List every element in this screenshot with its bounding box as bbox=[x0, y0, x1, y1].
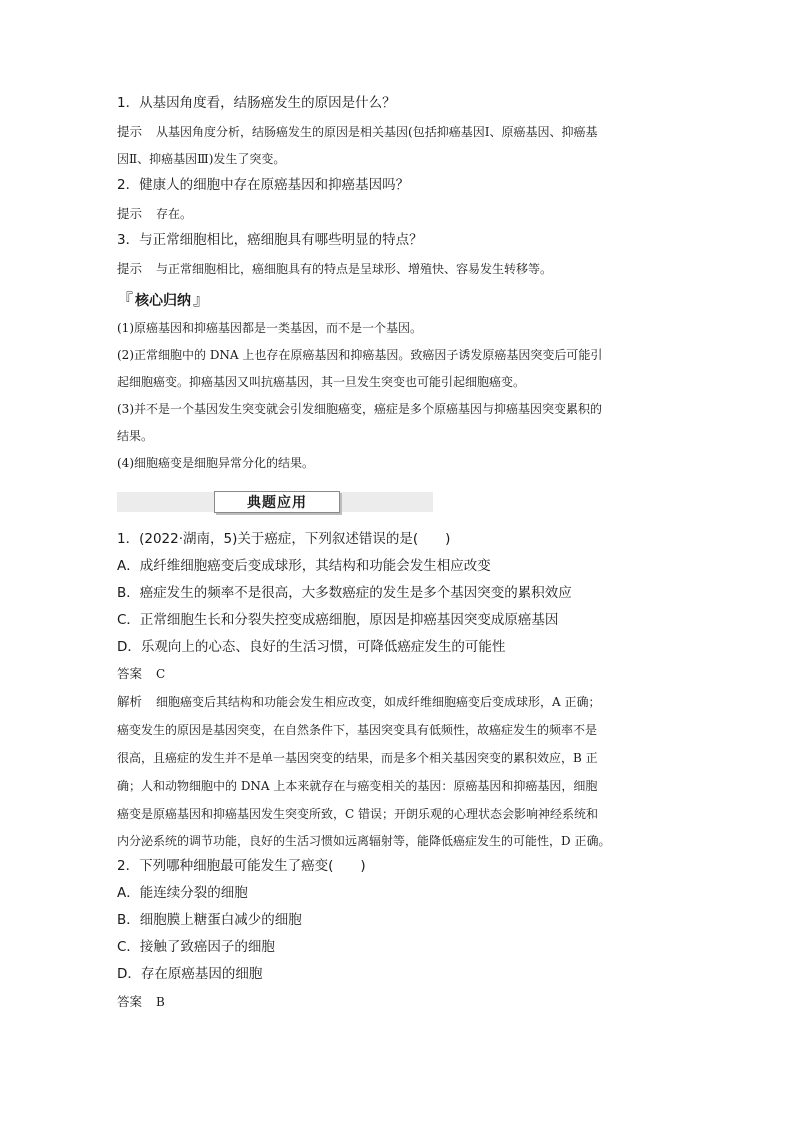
q1-explain-line-5: 癌变是原癌基因和抑癌基因发生突变所致，C 错误；开朗乐观的心理状态会影响神经系统和 bbox=[117, 807, 598, 821]
q2-option-a: A．能连续分裂的细胞 bbox=[117, 885, 248, 901]
core-line-3: 起细胞癌变。抑癌基因又叫抗癌基因，其一旦发生突变也可能引起细胞癌变。 bbox=[117, 375, 526, 389]
q1-explain-line-6: 内分泌系统的调节功能，良好的生活习惯如远离辐射等，能降低癌症发生的可能性，D 正确。 bbox=[117, 834, 611, 848]
q1-option-c: C．正常细胞生长和分裂失控变成癌细胞，原因是抑癌基因突变成原癌基因 bbox=[117, 612, 559, 628]
answer-value: C bbox=[156, 667, 166, 681]
question-1: 1．从基因角度看，结肠癌发生的原因是什么？ bbox=[117, 95, 396, 111]
hint-label: 提示 bbox=[117, 124, 143, 139]
q1-explain-line-4: 确；人和动物细胞中的 DNA 上本来就存在与癌变相关的基因：原癌基因和抑癌基因，细胞 bbox=[117, 779, 598, 793]
core-line-5: 结果。 bbox=[117, 429, 154, 443]
core-line-6: (4)细胞癌变是细胞异常分化的结果。 bbox=[117, 456, 314, 470]
hint-text: 与正常细胞相比，癌细胞具有的特点是呈球形、增殖快、容易发生转移等。 bbox=[156, 262, 553, 276]
section-banner bbox=[117, 492, 433, 512]
answer-label: 答案 bbox=[117, 994, 143, 1009]
core-line-4: (3)并不是一个基因发生突变就会引发细胞癌变，癌症是多个原癌基因与抑癌基因突变累积的 bbox=[117, 402, 603, 416]
corner-bracket-left-icon: 『 bbox=[117, 290, 134, 309]
q1-explain-line-2: 癌变发生的原因是基因突变，在自然条件下，基因突变具有低频性，故癌症发生的频率不是 bbox=[117, 723, 598, 737]
section-title: 典题应用 bbox=[247, 495, 307, 511]
q1-option-a: A．成纤维细胞癌变后变成球形，其结构和功能会发生相应改变 bbox=[117, 558, 491, 574]
hint-1-line-1 bbox=[117, 126, 597, 139]
q2-option-b: B．细胞膜上糖蛋白减少的细胞 bbox=[117, 912, 302, 928]
question-3: 3．与正常细胞相比，癌细胞具有哪些明显的特点？ bbox=[117, 232, 423, 248]
q2-option-d: D．存在原癌基因的细胞 bbox=[117, 966, 263, 982]
hint-1-line-2: 因Ⅱ、抑癌基因Ⅲ)发生了突变。 bbox=[117, 152, 286, 166]
q1-option-b: B．癌症发生的频率不是很高，大多数癌症的发生是多个基因突变的累积效应 bbox=[117, 585, 572, 601]
core-summary-heading bbox=[117, 290, 209, 310]
hint-text: 存在。 bbox=[156, 207, 193, 221]
core-summary-title: 核心归纳 bbox=[135, 293, 192, 309]
hint-text: 从基因角度分析，结肠癌发生的原因是相关基因(包括抑癌基因Ⅰ、原癌基因、抑癌基 bbox=[156, 125, 598, 139]
core-line-1: (1)原癌基因和抑癌基因都是一类基因，而不是一个基因。 bbox=[117, 321, 423, 335]
answer-label: 答案 bbox=[117, 666, 143, 681]
hint-label: 提示 bbox=[117, 206, 143, 221]
q2-stem: 2．下列哪种细胞最可能发生了癌变( ) bbox=[117, 858, 366, 874]
section-title-box bbox=[214, 491, 340, 513]
hint-label: 提示 bbox=[117, 261, 143, 276]
q1-explain-line-3: 很高，且癌症的发生并不是单一基因突变的结果，而是多个相关基因突变的累积效应，B 正 bbox=[117, 751, 598, 765]
answer-value: B bbox=[156, 995, 165, 1009]
q1-option-d: D．乐观向上的心态、良好的生活习惯，可降低癌症发生的可能性 bbox=[117, 639, 506, 655]
corner-bracket-right-icon: 』 bbox=[193, 290, 210, 309]
hint-2 bbox=[117, 208, 192, 221]
question-2: 2．健康人的细胞中存在原癌基因和抑癌基因吗？ bbox=[117, 177, 410, 193]
q1-answer bbox=[117, 668, 165, 681]
q2-answer bbox=[117, 996, 165, 1009]
q1-explain-line-1 bbox=[117, 696, 601, 709]
explain-text: 细胞癌变后其结构和功能会发生相应改变，如成纤维细胞癌变后变成球形，A 正确； bbox=[156, 695, 601, 709]
q2-option-c: C．接触了致癌因子的细胞 bbox=[117, 939, 275, 955]
core-line-2: (2)正常细胞中的 DNA 上也存在原癌基因和抑癌基因。致癌因子诱发原癌基因突变后可能引 bbox=[117, 348, 603, 362]
explain-label: 解析 bbox=[117, 694, 143, 709]
hint-3 bbox=[117, 263, 552, 276]
q1-stem: 1．(2022·湖南，5)关于癌症，下列叙述错误的是( ) bbox=[117, 531, 451, 547]
